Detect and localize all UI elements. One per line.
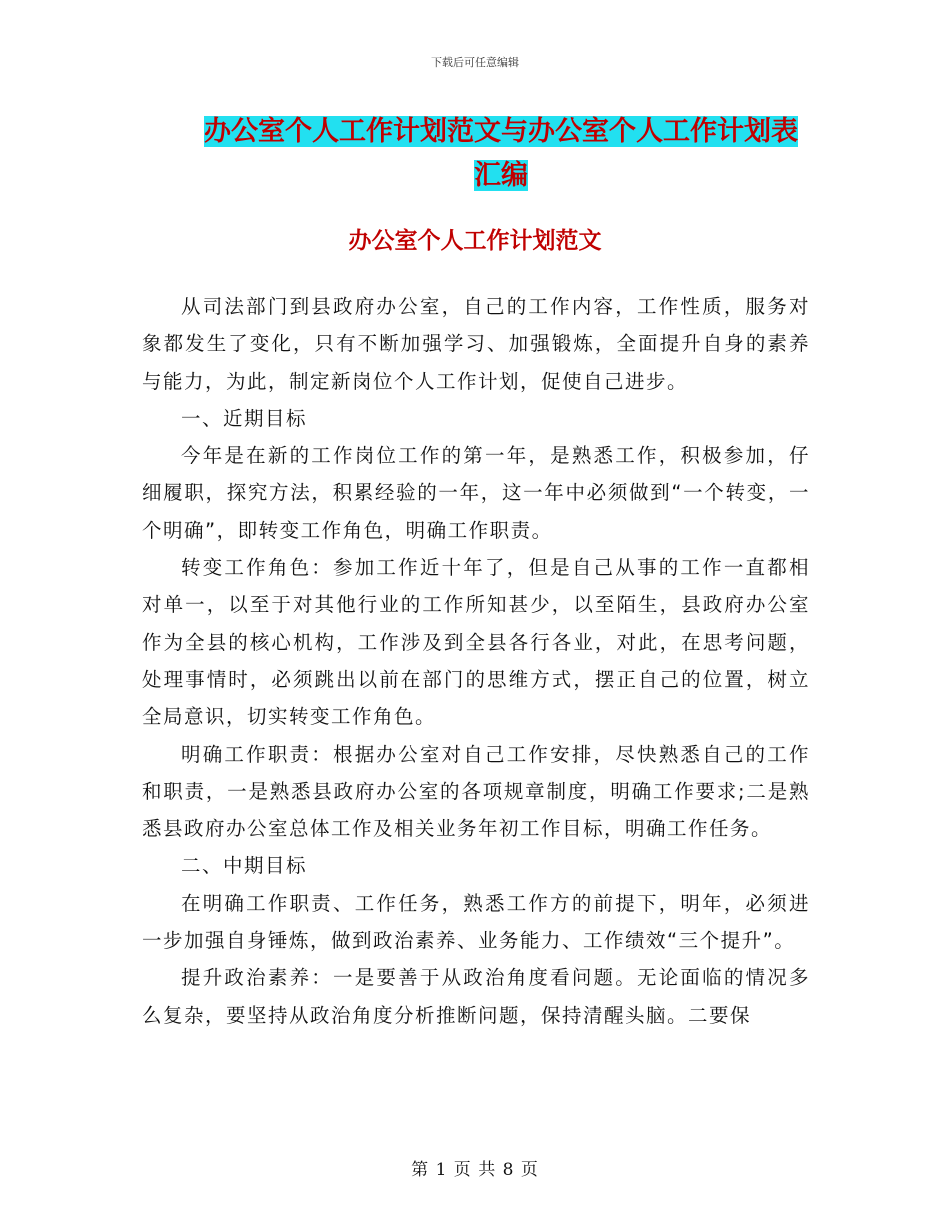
paragraph: 明确工作职责：根据办公室对自己工作安排，尽快熟悉自己的工作和职责，一是熟悉县政府办公室的各项规章制度，明确工作要求;二是熟悉县政府办公室总体工作及相关业务年初工作目标，明确工作任务。 xyxy=(142,742,810,841)
page-header-note: 下载后可任意编辑 xyxy=(431,56,519,69)
paragraph: 在明确工作职责、工作任务，熟悉工作方的前提下，明年，必须进一步加强自身锤炼，做到政治素养、业务能力、工作绩效“三个提升”。 xyxy=(142,891,810,953)
section-title: 办公室个人工作计划范文 xyxy=(348,228,602,254)
page-footer: 第 1 页 共 8 页 xyxy=(411,1160,539,1180)
document-body xyxy=(142,288,810,1034)
paragraph-heading: 二、中期目标 xyxy=(181,854,308,878)
paragraph: 提升政治素养：一是要善于从政治角度看问题。无论面临的情况多么复杂，要坚持从政治角度分析推断问题，保持清醒头脑。二要保 xyxy=(142,966,810,1027)
paragraph: 转变工作角色：参加工作近十年了，但是自己从事的工作一直都相对单一，以至于对其他行业的工作所知甚少，以至陌生，县政府办公室作为全县的核心机构，工作涉及到全县各行各业，对此，在思考问题，处理事情时，必须跳出以前在部门的思维方式，摆正自己的位置，树立全局意识，切实转变工作角色。 xyxy=(142,556,810,729)
document-title-text: 办公室个人工作计划范文与办公室个人工作计划表汇编 xyxy=(204,116,798,191)
paragraph: 从司法部门到县政府办公室，自己的工作内容，工作性质，服务对象都发生了变化，只有不断加强学习、加强锻炼，全面提升自身的素养与能力，为此，制定新岗位个人工作计划，促使自己进步。 xyxy=(142,295,810,393)
paragraph: 今年是在新的工作岗位工作的第一年，是熟悉工作，积极参加，仔细履职，探究方法，积累经验的一年，这一年中必须做到“一个转变，一个明确”，即转变工作角色，明确工作职责。 xyxy=(142,444,810,542)
document-title xyxy=(196,110,806,198)
paragraph-heading: 一、近期目标 xyxy=(181,406,308,430)
